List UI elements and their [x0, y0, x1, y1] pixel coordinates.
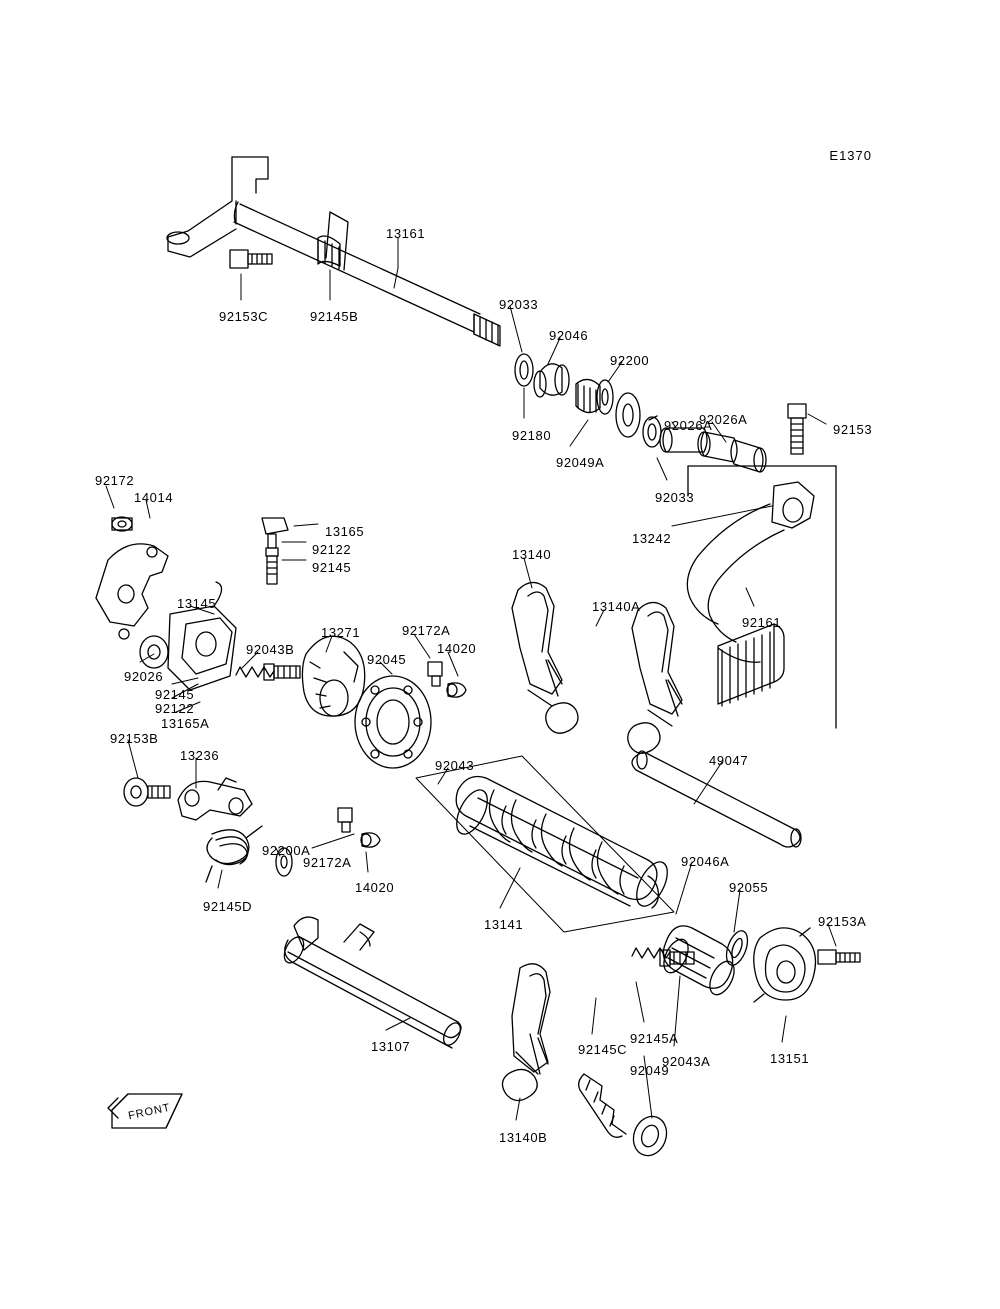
part-label-92046[interactable]: 92046	[549, 328, 589, 343]
part-label-92153c[interactable]: 92153C	[219, 309, 269, 324]
stopper-plate-13145	[96, 517, 168, 639]
sheet-code: E1370	[829, 148, 872, 163]
bearing-92045	[355, 676, 431, 768]
shift-fork-13140	[512, 582, 578, 733]
part-label-92172a[interactable]: 92172A	[303, 855, 352, 870]
part-label-92026a[interactable]: 92026A	[664, 418, 713, 433]
part-label-13151[interactable]: 13151	[770, 1051, 810, 1066]
part-label-14020[interactable]: 14020	[437, 641, 477, 656]
shift-shaft-13107	[280, 917, 463, 1048]
bolt-92153	[788, 404, 806, 454]
part-label-13107[interactable]: 13107	[371, 1039, 411, 1054]
spring-92145c	[579, 1074, 626, 1137]
part-label-92055[interactable]: 92055	[729, 880, 769, 895]
shift-drum-13141	[416, 756, 674, 932]
part-label-92145b[interactable]: 92145B	[310, 309, 359, 324]
bearing-92046a	[659, 926, 752, 999]
part-label-92145a[interactable]: 92145A	[630, 1031, 679, 1046]
part-label-13271[interactable]: 13271	[321, 625, 361, 640]
cam-plate-13271	[302, 636, 364, 716]
spring-92145d	[206, 826, 262, 882]
part-label-92153a[interactable]: 92153A	[818, 914, 867, 929]
part-label-92122[interactable]: 92122	[155, 701, 195, 716]
bolt-92153c	[230, 250, 272, 268]
part-label-92046a[interactable]: 92046A	[681, 854, 730, 869]
part-label-92033[interactable]: 92033	[655, 490, 695, 505]
bolt-92172a	[428, 662, 466, 697]
part-label-92200a[interactable]: 92200A	[262, 843, 311, 858]
part-label-92145d[interactable]: 92145D	[203, 899, 253, 914]
part-label-13236[interactable]: 13236	[180, 748, 220, 763]
bolt-92153b	[124, 778, 170, 806]
front-label: FRONT	[127, 1101, 172, 1123]
part-label-92172[interactable]: 92172	[95, 473, 135, 488]
part-label-13140b[interactable]: 13140B	[499, 1130, 548, 1145]
part-label-92043b[interactable]: 92043B	[246, 642, 295, 657]
shift-arm-13236	[178, 778, 252, 820]
part-label-14014[interactable]: 14014	[134, 490, 174, 505]
gear-change-lever-13242	[687, 482, 814, 706]
seal-92049	[628, 1112, 672, 1161]
part-label-14020[interactable]: 14020	[355, 880, 395, 895]
part-label-13242[interactable]: 13242	[632, 531, 672, 546]
part-label-13141[interactable]: 13141	[484, 917, 524, 932]
spring-92043b	[236, 664, 300, 680]
part-label-92026a[interactable]: 92026A	[699, 412, 748, 427]
part-label-92180[interactable]: 92180	[512, 428, 552, 443]
part-label-92033[interactable]: 92033	[499, 297, 539, 312]
part-label-92145c[interactable]: 92145C	[578, 1042, 628, 1057]
shift-fork-13140a	[628, 602, 682, 753]
part-label-92172a[interactable]: 92172A	[402, 623, 451, 638]
part-label-13165[interactable]: 13165	[325, 524, 365, 539]
part-label-92049[interactable]: 92049	[630, 1063, 670, 1078]
holder-13151	[754, 928, 816, 1002]
part-label-13145[interactable]: 13145	[177, 596, 217, 611]
pin-13165	[262, 518, 288, 584]
part-label-92153[interactable]: 92153	[833, 422, 873, 437]
part-label-92200[interactable]: 92200	[610, 353, 650, 368]
part-label-92049a[interactable]: 92049A	[556, 455, 605, 470]
part-label-92145[interactable]: 92145	[155, 687, 195, 702]
part-label-92145[interactable]: 92145	[312, 560, 352, 575]
part-label-13140[interactable]: 13140	[512, 547, 552, 562]
part-label-92043[interactable]: 92043	[435, 758, 475, 773]
bolt-14020	[338, 808, 380, 847]
part-label-92043a[interactable]: 92043A	[662, 1054, 711, 1069]
part-label-49047[interactable]: 49047	[709, 753, 749, 768]
part-label-13161[interactable]: 13161	[386, 226, 426, 241]
bolt-92153a	[818, 950, 860, 964]
part-label-92026[interactable]: 92026	[124, 669, 164, 684]
shift-fork-13140b	[502, 964, 550, 1101]
part-label-92045[interactable]: 92045	[367, 652, 407, 667]
part-label-13140a[interactable]: 13140A	[592, 599, 641, 614]
part-label-92153b[interactable]: 92153B	[110, 731, 159, 746]
part-label-92161[interactable]: 92161	[742, 615, 782, 630]
part-label-92122[interactable]: 92122	[312, 542, 352, 557]
part-label-13165a[interactable]: 13165A	[161, 716, 210, 731]
